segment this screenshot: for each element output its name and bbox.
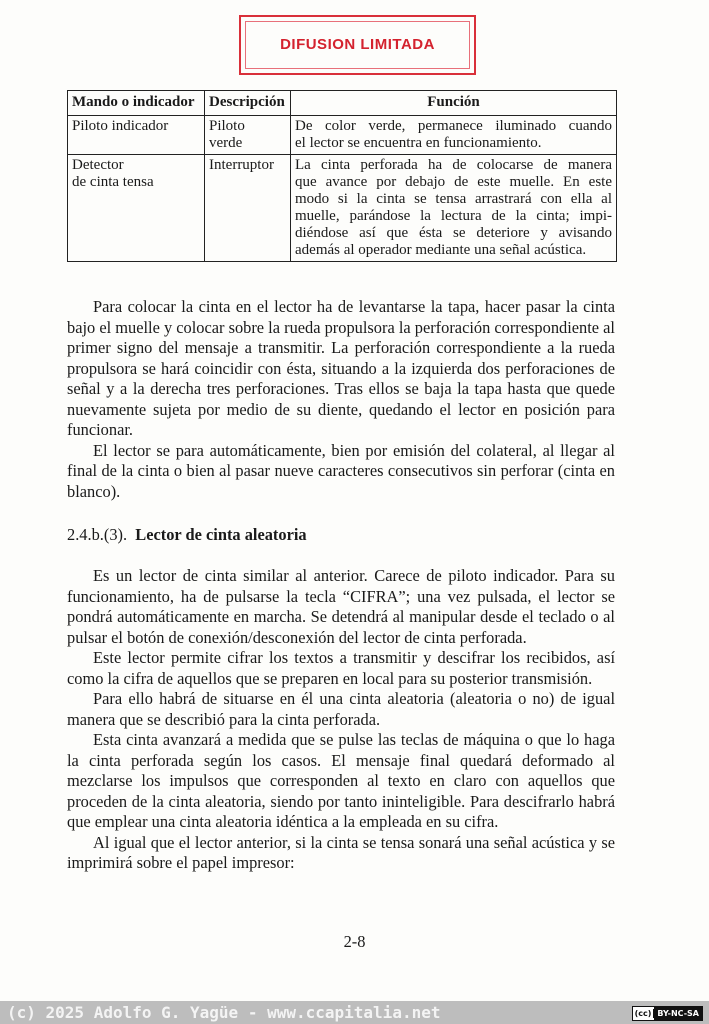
paragraph: Este lector permite cifrar los textos a transmitir y descifrar los recibidos, así como la cifra de aquellos que se preparen en local para su posterior transmisión.: [67, 648, 615, 688]
section-heading: [67, 525, 307, 545]
table-row: [68, 116, 617, 155]
paragraph: Al igual que el lector anterior, si la cinta se tensa sonará una señal acústica y se imprimirá sobre el papel impresor:: [67, 832, 615, 872]
cell-line: Piloto: [209, 118, 245, 134]
cell-descripcion: [205, 116, 291, 155]
paragraph: Es un lector de cinta similar al anterior. Carece de piloto indicador. Para su funcionamiento, ha de pulsarse la tecla “CIFRA”; una vez pulsada, el lector se pondrá automáticamente en marcha. Se detendrá al manipular desde el teclado o al pulsar el botón de conexión/desconexión del lector de cinta perforada.: [67, 566, 615, 647]
cell-line: Detector: [72, 157, 124, 173]
paragraph: Esta cinta avanzará a medida que se pulse las teclas de máquina o que lo haga la cinta perforada según los casos. El mensaje final quedará deformado al mezclarse los impulsos que corresponden al texto en claro con aquellos que proceden de la cinta aleatoria, siendo por tanto ininteligible. Para descifrarlo habrá que emplear una cinta aleatoria idéntica a la empleada en su cifra.: [67, 730, 615, 831]
cell-line: muelle, parándose la lectura de la cinta; impi-: [295, 208, 612, 224]
cell-line: verde: [209, 135, 243, 151]
controls-table: [67, 90, 617, 262]
paragraph: Para colocar la cinta en el lector ha de levantarse la tapa, hacer pasar la cinta bajo el muelle y colocar sobre la rueda propulsora la perforación correspondiente al primer signo del mensaje a transmitir. La perforación correspondiente a la rueda propulsora se hará coincidir con ésta, situando a la izquierda dos perforaciones de señal y a la derecha tres perforaciones. Tras ellos se baja la tapa hasta que quede nuevamente sujeta por medio de su diente, quedando el lector en posición para funcionar.: [67, 297, 615, 439]
license-text: BY-NC-SA: [654, 1007, 702, 1020]
cell-line: el lector se encuentra en funcionamiento.: [295, 135, 542, 151]
paragraph: Para ello habrá de situarse en él una cinta aleatoria (aleatoria o no) de igual manera que se describió para la cinta perforada.: [67, 689, 615, 729]
cell-funcion: [291, 116, 617, 155]
footer-bar: [0, 1001, 709, 1024]
cell-line: diéndose así que ésta se deteriore y avisando: [295, 225, 612, 241]
footer-credit: (c) 2025 Adolfo G. Yagüe - www.ccapitalia.net: [7, 1003, 441, 1022]
section-number: 2.4.b.(3).: [67, 525, 128, 544]
section-paragraphs-2: [67, 566, 615, 874]
section-title: Lector de cinta aleatoria: [135, 525, 307, 544]
cell-descripcion: Interruptor: [205, 155, 291, 262]
cell-line: La cinta perforada ha de colocarse de manera: [295, 157, 612, 173]
header-descripcion: Descripción: [205, 91, 291, 116]
table-row: [68, 155, 617, 262]
cell-mando: Piloto indicador: [68, 116, 205, 155]
table-header-row: [68, 91, 617, 116]
cc-icon: (cc): [633, 1009, 655, 1018]
difusion-limitada-stamp: [239, 15, 476, 75]
stamp-text: DIFUSION LIMITADA: [280, 36, 435, 53]
cell-line: modo si la cinta se tensa arrastrará con ella al: [295, 191, 612, 207]
header-funcion: Función: [291, 91, 617, 116]
page-number: 2-8: [343, 932, 366, 951]
cell-line: de cinta tensa: [72, 174, 154, 190]
section-paragraphs-1: [67, 297, 615, 502]
paragraph: El lector se para automáticamente, bien por emisión del colateral, al llegar al final de la cinta o bien al pasar nueve caracteres consecutivos sin perforar (cinta en blanco).: [67, 440, 615, 501]
license-badge: [632, 1006, 703, 1021]
cell-line: además al operador mediante una señal acústica.: [295, 242, 587, 258]
cell-line: De color verde, permanece iluminado cuando: [295, 118, 612, 134]
header-mando: Mando o indicador: [68, 91, 205, 116]
cell-line: que avance por debajo de este muelle. En este: [295, 174, 612, 190]
cell-mando: [68, 155, 205, 262]
cell-funcion: [291, 155, 617, 262]
